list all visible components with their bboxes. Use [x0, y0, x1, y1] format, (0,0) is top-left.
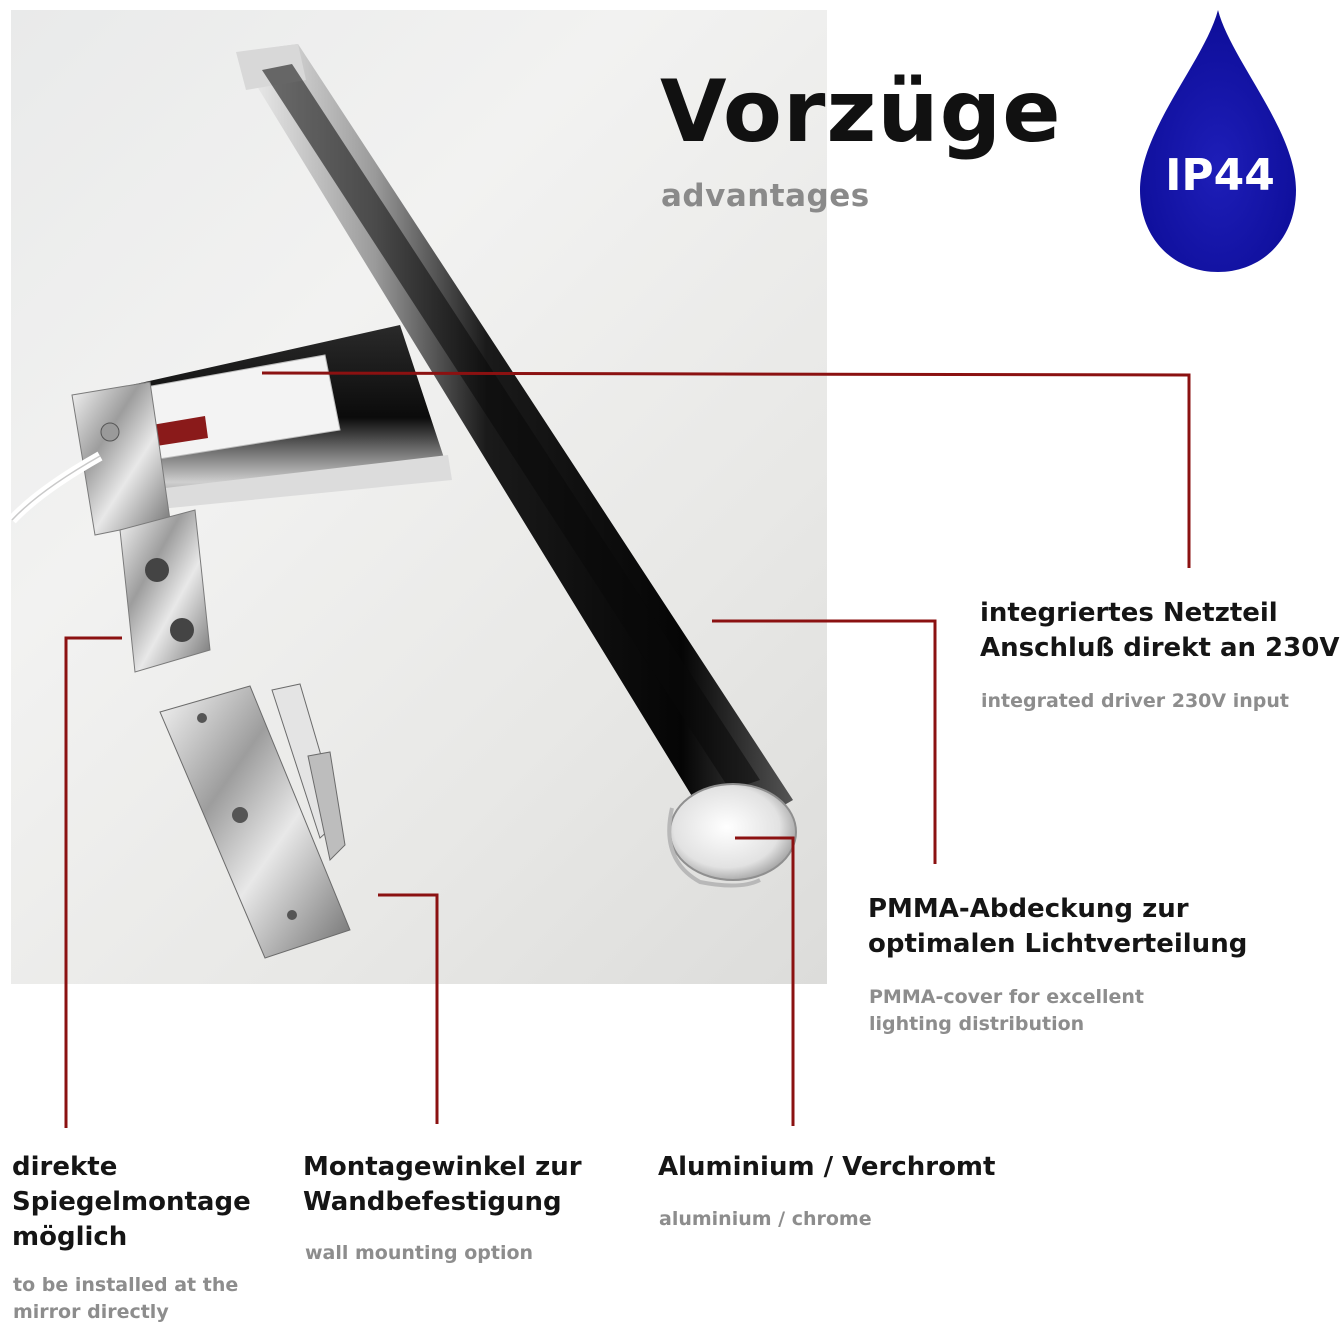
feature-mirror-title — [12, 1150, 251, 1255]
feature-mirror-sub-line: mirror directly — [13, 1301, 169, 1323]
water-drop-icon — [1140, 10, 1296, 272]
feature-driver-title-line: integriertes Netzteil — [980, 598, 1278, 628]
feature-cover-title-line: optimalen Lichtverteilung — [868, 929, 1248, 959]
callout-line-material — [735, 838, 793, 1126]
feature-material-title — [658, 1150, 995, 1185]
end-cap — [670, 784, 796, 880]
feature-driver-sub-line: integrated driver 230V input — [981, 690, 1289, 712]
callout-line-bracket — [378, 895, 437, 1124]
feature-mirror-title-line: direkte — [12, 1152, 118, 1182]
feature-bracket-sub-line: wall mounting option — [305, 1242, 534, 1264]
feature-bracket-title-line: Wandbefestigung — [303, 1187, 562, 1217]
feature-mirror-subtitle — [13, 1272, 238, 1326]
feature-mirror-title-line: möglich — [12, 1222, 128, 1252]
feature-cover-sub-line: PMMA-cover for excellent — [869, 986, 1145, 1008]
ip44-badge-label: IP44 — [1165, 150, 1275, 201]
feature-bracket-subtitle — [305, 1240, 533, 1267]
feature-driver-subtitle — [981, 688, 1289, 715]
feature-material-sub-line: aluminium / chrome — [659, 1208, 872, 1230]
feature-mirror-title-line: Spiegelmontage — [12, 1187, 251, 1217]
wall-bracket — [160, 684, 350, 958]
feature-driver-title — [980, 596, 1339, 666]
feature-cover-title-line: PMMA-Abdeckung zur — [868, 894, 1189, 924]
feature-bracket-title — [303, 1150, 582, 1220]
feature-cover-sub-line: lighting distribution — [869, 1013, 1085, 1035]
page-title: Vorzüge — [660, 62, 1062, 162]
feature-bracket-title-line: Montagewinkel zur — [303, 1152, 582, 1182]
feature-material-subtitle — [659, 1206, 872, 1233]
callout-line-mirror — [66, 638, 122, 1128]
page-subtitle: advantages — [661, 178, 870, 214]
feature-mirror-sub-line: to be installed at the — [13, 1274, 239, 1296]
feature-cover-title — [868, 892, 1247, 962]
feature-driver-title-line: Anschluß direkt an 230V — [980, 633, 1340, 663]
feature-cover-subtitle — [869, 984, 1144, 1038]
feature-material-title-line: Aluminium / Verchromt — [658, 1152, 996, 1182]
